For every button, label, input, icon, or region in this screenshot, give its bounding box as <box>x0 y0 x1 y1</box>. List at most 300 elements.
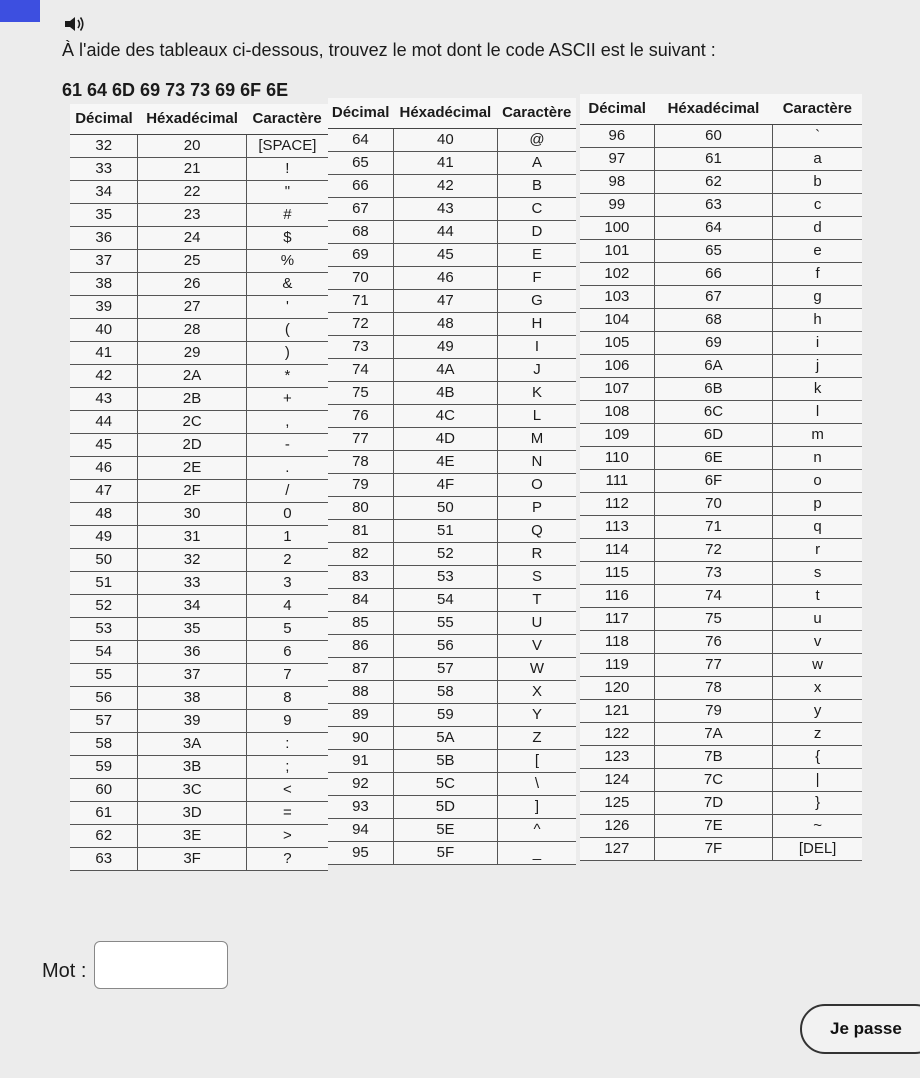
table-cell: 7E <box>654 815 772 838</box>
table-cell: H <box>497 313 576 336</box>
table-cell: 76 <box>654 631 772 654</box>
table-cell: [DEL] <box>773 838 862 861</box>
table-cell: G <box>497 290 576 313</box>
table-cell: + <box>246 388 328 411</box>
table-cell: 76 <box>328 405 393 428</box>
table-row <box>580 309 862 332</box>
table-row <box>328 152 576 175</box>
table-row <box>328 129 576 152</box>
table-cell: 55 <box>70 664 138 687</box>
table-cell: 61 <box>70 802 138 825</box>
table-row <box>580 677 862 700</box>
table-cell: 82 <box>328 543 393 566</box>
table-cell: y <box>773 700 862 723</box>
table-row <box>328 589 576 612</box>
table-row <box>580 700 862 723</box>
table-cell: 32 <box>138 549 246 572</box>
table-cell: 127 <box>580 838 654 861</box>
table-cell: 45 <box>393 244 497 267</box>
table-row <box>70 457 328 480</box>
table-cell: 67 <box>654 286 772 309</box>
table-cell: 109 <box>580 424 654 447</box>
table-row <box>70 480 328 503</box>
table-cell: 106 <box>580 355 654 378</box>
table-cell: 60 <box>654 125 772 148</box>
table-cell: * <box>246 365 328 388</box>
table-cell: 115 <box>580 562 654 585</box>
table-row <box>70 664 328 687</box>
table-cell: 56 <box>393 635 497 658</box>
table-row <box>70 135 328 158</box>
table-cell: 46 <box>393 267 497 290</box>
table-cell: 40 <box>393 129 497 152</box>
table-row <box>580 815 862 838</box>
table-row <box>328 175 576 198</box>
table-cell: 57 <box>393 658 497 681</box>
table-cell: a <box>773 148 862 171</box>
table-cell: 5B <box>393 750 497 773</box>
table-row <box>328 497 576 520</box>
table-cell: ` <box>773 125 862 148</box>
table-cell: 96 <box>580 125 654 148</box>
table-cell: b <box>773 171 862 194</box>
table-cell: - <box>246 434 328 457</box>
table-row <box>328 313 576 336</box>
ascii-table-1 <box>70 104 328 871</box>
table-row <box>70 825 328 848</box>
table-cell: 4B <box>393 382 497 405</box>
table-cell: 31 <box>138 526 246 549</box>
table-cell: 5F <box>393 842 497 865</box>
speaker-icon[interactable] <box>62 12 88 36</box>
table-cell: 121 <box>580 700 654 723</box>
table-cell: 103 <box>580 286 654 309</box>
table-row <box>580 447 862 470</box>
table-cell: 34 <box>138 595 246 618</box>
table-cell: 34 <box>70 181 138 204</box>
table-row <box>580 838 862 861</box>
table-cell: 53 <box>70 618 138 641</box>
table-cell: 77 <box>654 654 772 677</box>
table-row <box>70 296 328 319</box>
column-header: Décimal <box>70 104 138 135</box>
table-row <box>328 681 576 704</box>
table-cell: 98 <box>580 171 654 194</box>
table-row <box>70 618 328 641</box>
table-cell: 5C <box>393 773 497 796</box>
table-cell: 55 <box>393 612 497 635</box>
table-row <box>70 204 328 227</box>
table-cell: O <box>497 474 576 497</box>
table-row <box>580 608 862 631</box>
table-cell: 24 <box>138 227 246 250</box>
table-cell: r <box>773 539 862 562</box>
table-cell: 74 <box>654 585 772 608</box>
table-cell: ' <box>246 296 328 319</box>
table-cell: 86 <box>328 635 393 658</box>
table-row <box>580 286 862 309</box>
column-header: Héxadécimal <box>138 104 246 135</box>
table-cell: " <box>246 181 328 204</box>
table-cell: 62 <box>654 171 772 194</box>
table-cell: 3A <box>138 733 246 756</box>
table-cell: P <box>497 497 576 520</box>
table-cell: 2A <box>138 365 246 388</box>
table-cell: ; <box>246 756 328 779</box>
table-row <box>328 658 576 681</box>
table-cell: } <box>773 792 862 815</box>
answer-label: Mot : <box>42 960 87 982</box>
table-row <box>580 723 862 746</box>
table-cell: 6E <box>654 447 772 470</box>
table-cell: 6F <box>654 470 772 493</box>
table-cell: 36 <box>70 227 138 250</box>
table-cell: 9 <box>246 710 328 733</box>
table-cell: { <box>773 746 862 769</box>
table-cell: 116 <box>580 585 654 608</box>
table-cell: 69 <box>328 244 393 267</box>
table-cell: 71 <box>328 290 393 313</box>
table-cell: 37 <box>138 664 246 687</box>
table-cell: % <box>246 250 328 273</box>
column-header: Héxadécimal <box>654 94 772 125</box>
table-cell: 3E <box>138 825 246 848</box>
table-row <box>328 428 576 451</box>
table-row <box>328 543 576 566</box>
table-cell: 7D <box>654 792 772 815</box>
table-cell: Z <box>497 727 576 750</box>
table-row <box>580 263 862 286</box>
table-cell: 20 <box>138 135 246 158</box>
ascii-table-2 <box>328 98 576 865</box>
table-cell: 46 <box>70 457 138 480</box>
table-row <box>70 710 328 733</box>
table-row <box>70 733 328 756</box>
table-cell: ] <box>497 796 576 819</box>
table-cell: 59 <box>70 756 138 779</box>
table-cell: 93 <box>328 796 393 819</box>
table-row <box>328 819 576 842</box>
table-cell: 3 <box>246 572 328 595</box>
table-cell: 42 <box>70 365 138 388</box>
table-cell: 35 <box>70 204 138 227</box>
table-row <box>70 227 328 250</box>
table-cell: A <box>497 152 576 175</box>
answer-input[interactable] <box>94 941 228 989</box>
table-cell: 39 <box>138 710 246 733</box>
table-row <box>580 792 862 815</box>
table-cell: 2C <box>138 411 246 434</box>
table-cell: 0 <box>246 503 328 526</box>
table-header-row <box>328 98 576 129</box>
ascii-table-3 <box>580 94 862 861</box>
table-row <box>580 194 862 217</box>
table-cell: 4E <box>393 451 497 474</box>
table-cell: 43 <box>393 198 497 221</box>
table-cell: T <box>497 589 576 612</box>
table-cell: C <box>497 198 576 221</box>
table-cell: 7A <box>654 723 772 746</box>
table-row <box>580 424 862 447</box>
table-cell: l <box>773 401 862 424</box>
table-cell: 49 <box>70 526 138 549</box>
table-cell: J <box>497 359 576 382</box>
column-header: Héxadécimal <box>393 98 497 129</box>
table-cell: o <box>773 470 862 493</box>
table-row <box>580 470 862 493</box>
column-header: Caractère <box>773 94 862 125</box>
table-cell: 53 <box>393 566 497 589</box>
table-cell: 50 <box>70 549 138 572</box>
table-cell: 33 <box>138 572 246 595</box>
table-cell: ~ <box>773 815 862 838</box>
table-cell: 4C <box>393 405 497 428</box>
table-cell: 104 <box>580 309 654 332</box>
table-row <box>70 388 328 411</box>
table-cell: 6 <box>246 641 328 664</box>
table-cell: 67 <box>328 198 393 221</box>
table-row <box>328 451 576 474</box>
table-cell: 101 <box>580 240 654 263</box>
table-cell: s <box>773 562 862 585</box>
table-cell: 99 <box>580 194 654 217</box>
table-row <box>70 549 328 572</box>
table-cell: S <box>497 566 576 589</box>
table-cell: 118 <box>580 631 654 654</box>
table-cell: 110 <box>580 447 654 470</box>
column-header: Caractère <box>246 104 328 135</box>
table-cell: 58 <box>70 733 138 756</box>
table-cell: 80 <box>328 497 393 520</box>
table-cell: 62 <box>70 825 138 848</box>
table-cell: @ <box>497 129 576 152</box>
table-cell: 37 <box>70 250 138 273</box>
table-cell: 3F <box>138 848 246 871</box>
table-cell: 51 <box>393 520 497 543</box>
table-cell: 6D <box>654 424 772 447</box>
table-cell: 81 <box>328 520 393 543</box>
table-cell: 4 <box>246 595 328 618</box>
table-cell: , <box>246 411 328 434</box>
table-row <box>70 273 328 296</box>
table-row <box>328 244 576 267</box>
table-cell: 114 <box>580 539 654 562</box>
table-cell: g <box>773 286 862 309</box>
table-cell: k <box>773 378 862 401</box>
table-cell: ^ <box>497 819 576 842</box>
table-cell: 49 <box>393 336 497 359</box>
table-cell: 119 <box>580 654 654 677</box>
table-cell: 65 <box>654 240 772 263</box>
table-cell: 4D <box>393 428 497 451</box>
table-cell: 112 <box>580 493 654 516</box>
table-cell: 94 <box>328 819 393 842</box>
table-row <box>70 595 328 618</box>
table-row <box>580 378 862 401</box>
table-row <box>70 848 328 871</box>
table-cell: 113 <box>580 516 654 539</box>
table-cell: R <box>497 543 576 566</box>
table-cell: 123 <box>580 746 654 769</box>
table-row <box>328 566 576 589</box>
table-cell: ( <box>246 319 328 342</box>
table-row <box>580 171 862 194</box>
table-cell: U <box>497 612 576 635</box>
table-cell: 54 <box>70 641 138 664</box>
table-cell: 79 <box>654 700 772 723</box>
table-cell: w <box>773 654 862 677</box>
table-cell: 77 <box>328 428 393 451</box>
table-cell: 83 <box>328 566 393 589</box>
table-row <box>328 773 576 796</box>
table-cell: q <box>773 516 862 539</box>
table-cell: h <box>773 309 862 332</box>
table-row <box>328 727 576 750</box>
table-cell: 72 <box>328 313 393 336</box>
table-row <box>70 572 328 595</box>
table-cell: f <box>773 263 862 286</box>
table-row <box>328 359 576 382</box>
table-cell: 44 <box>70 411 138 434</box>
table-cell: 44 <box>393 221 497 244</box>
table-cell: 84 <box>328 589 393 612</box>
column-header: Caractère <box>497 98 576 129</box>
table-cell: 66 <box>654 263 772 286</box>
table-cell: 7B <box>654 746 772 769</box>
table-cell: 2F <box>138 480 246 503</box>
table-cell: 78 <box>654 677 772 700</box>
table-cell: z <box>773 723 862 746</box>
table-cell: 2B <box>138 388 246 411</box>
column-header: Décimal <box>328 98 393 129</box>
table-row <box>580 746 862 769</box>
table-cell: 28 <box>138 319 246 342</box>
table-cell: X <box>497 681 576 704</box>
table-cell: = <box>246 802 328 825</box>
table-row <box>70 181 328 204</box>
table-row <box>328 267 576 290</box>
table-cell: 73 <box>654 562 772 585</box>
table-row <box>328 612 576 635</box>
table-cell: _ <box>497 842 576 865</box>
table-cell: ) <box>246 342 328 365</box>
table-cell: 50 <box>393 497 497 520</box>
table-row <box>580 493 862 516</box>
table-cell: 108 <box>580 401 654 424</box>
table-cell: 63 <box>654 194 772 217</box>
table-row <box>580 769 862 792</box>
table-cell: 30 <box>138 503 246 526</box>
table-cell: 65 <box>328 152 393 175</box>
table-cell: 5D <box>393 796 497 819</box>
table-cell: 5A <box>393 727 497 750</box>
table-cell: 60 <box>70 779 138 802</box>
table-cell: 56 <box>70 687 138 710</box>
table-cell: v <box>773 631 862 654</box>
table-cell: 70 <box>654 493 772 516</box>
table-row <box>70 434 328 457</box>
table-cell: 47 <box>393 290 497 313</box>
table-cell: t <box>773 585 862 608</box>
ascii-code: 61 64 6D 69 73 73 69 6F 6E <box>62 80 289 100</box>
table-cell: 125 <box>580 792 654 815</box>
table-row <box>328 336 576 359</box>
table-cell: 35 <box>138 618 246 641</box>
table-row <box>70 503 328 526</box>
table-row <box>328 382 576 405</box>
table-cell: 95 <box>328 842 393 865</box>
skip-button[interactable]: Je passe <box>800 1004 920 1054</box>
table-cell: 47 <box>70 480 138 503</box>
table-row <box>328 635 576 658</box>
table-cell: 111 <box>580 470 654 493</box>
table-cell: 75 <box>328 382 393 405</box>
table-cell: 5 <box>246 618 328 641</box>
table-cell: 21 <box>138 158 246 181</box>
table-cell: 87 <box>328 658 393 681</box>
table-row <box>328 750 576 773</box>
table-cell: 57 <box>70 710 138 733</box>
table-cell: > <box>246 825 328 848</box>
table-cell: ? <box>246 848 328 871</box>
table-cell: 88 <box>328 681 393 704</box>
table-cell: 45 <box>70 434 138 457</box>
table-cell: 54 <box>393 589 497 612</box>
table-cell: 38 <box>138 687 246 710</box>
table-row <box>70 250 328 273</box>
table-cell: 117 <box>580 608 654 631</box>
table-cell: n <box>773 447 862 470</box>
table-cell: / <box>246 480 328 503</box>
table-cell: 7C <box>654 769 772 792</box>
table-cell: 105 <box>580 332 654 355</box>
table-cell: 85 <box>328 612 393 635</box>
table-cell: 71 <box>654 516 772 539</box>
table-cell: 64 <box>654 217 772 240</box>
table-row <box>580 355 862 378</box>
table-cell: 72 <box>654 539 772 562</box>
table-cell: 90 <box>328 727 393 750</box>
table-cell: 41 <box>393 152 497 175</box>
table-row <box>70 756 328 779</box>
table-cell: L <box>497 405 576 428</box>
table-row <box>70 687 328 710</box>
table-cell: 39 <box>70 296 138 319</box>
table-cell: i <box>773 332 862 355</box>
table-row <box>70 411 328 434</box>
column-header: Décimal <box>580 94 654 125</box>
table-cell: D <box>497 221 576 244</box>
table-row <box>580 562 862 585</box>
table-cell: 32 <box>70 135 138 158</box>
table-cell: [ <box>497 750 576 773</box>
instruction-text: À l'aide des tableaux ci-dessous, trouvez le mot dont le code ASCII est le suivant : <box>62 40 716 60</box>
table-row <box>580 148 862 171</box>
table-cell: V <box>497 635 576 658</box>
table-cell: 64 <box>328 129 393 152</box>
table-cell: W <box>497 658 576 681</box>
table-row <box>580 125 862 148</box>
table-cell: & <box>246 273 328 296</box>
table-cell: 40 <box>70 319 138 342</box>
table-cell: 73 <box>328 336 393 359</box>
top-tab-indicator <box>0 0 40 22</box>
table-cell: 78 <box>328 451 393 474</box>
table-cell: K <box>497 382 576 405</box>
table-cell: m <box>773 424 862 447</box>
table-cell: 23 <box>138 204 246 227</box>
table-cell: 6C <box>654 401 772 424</box>
